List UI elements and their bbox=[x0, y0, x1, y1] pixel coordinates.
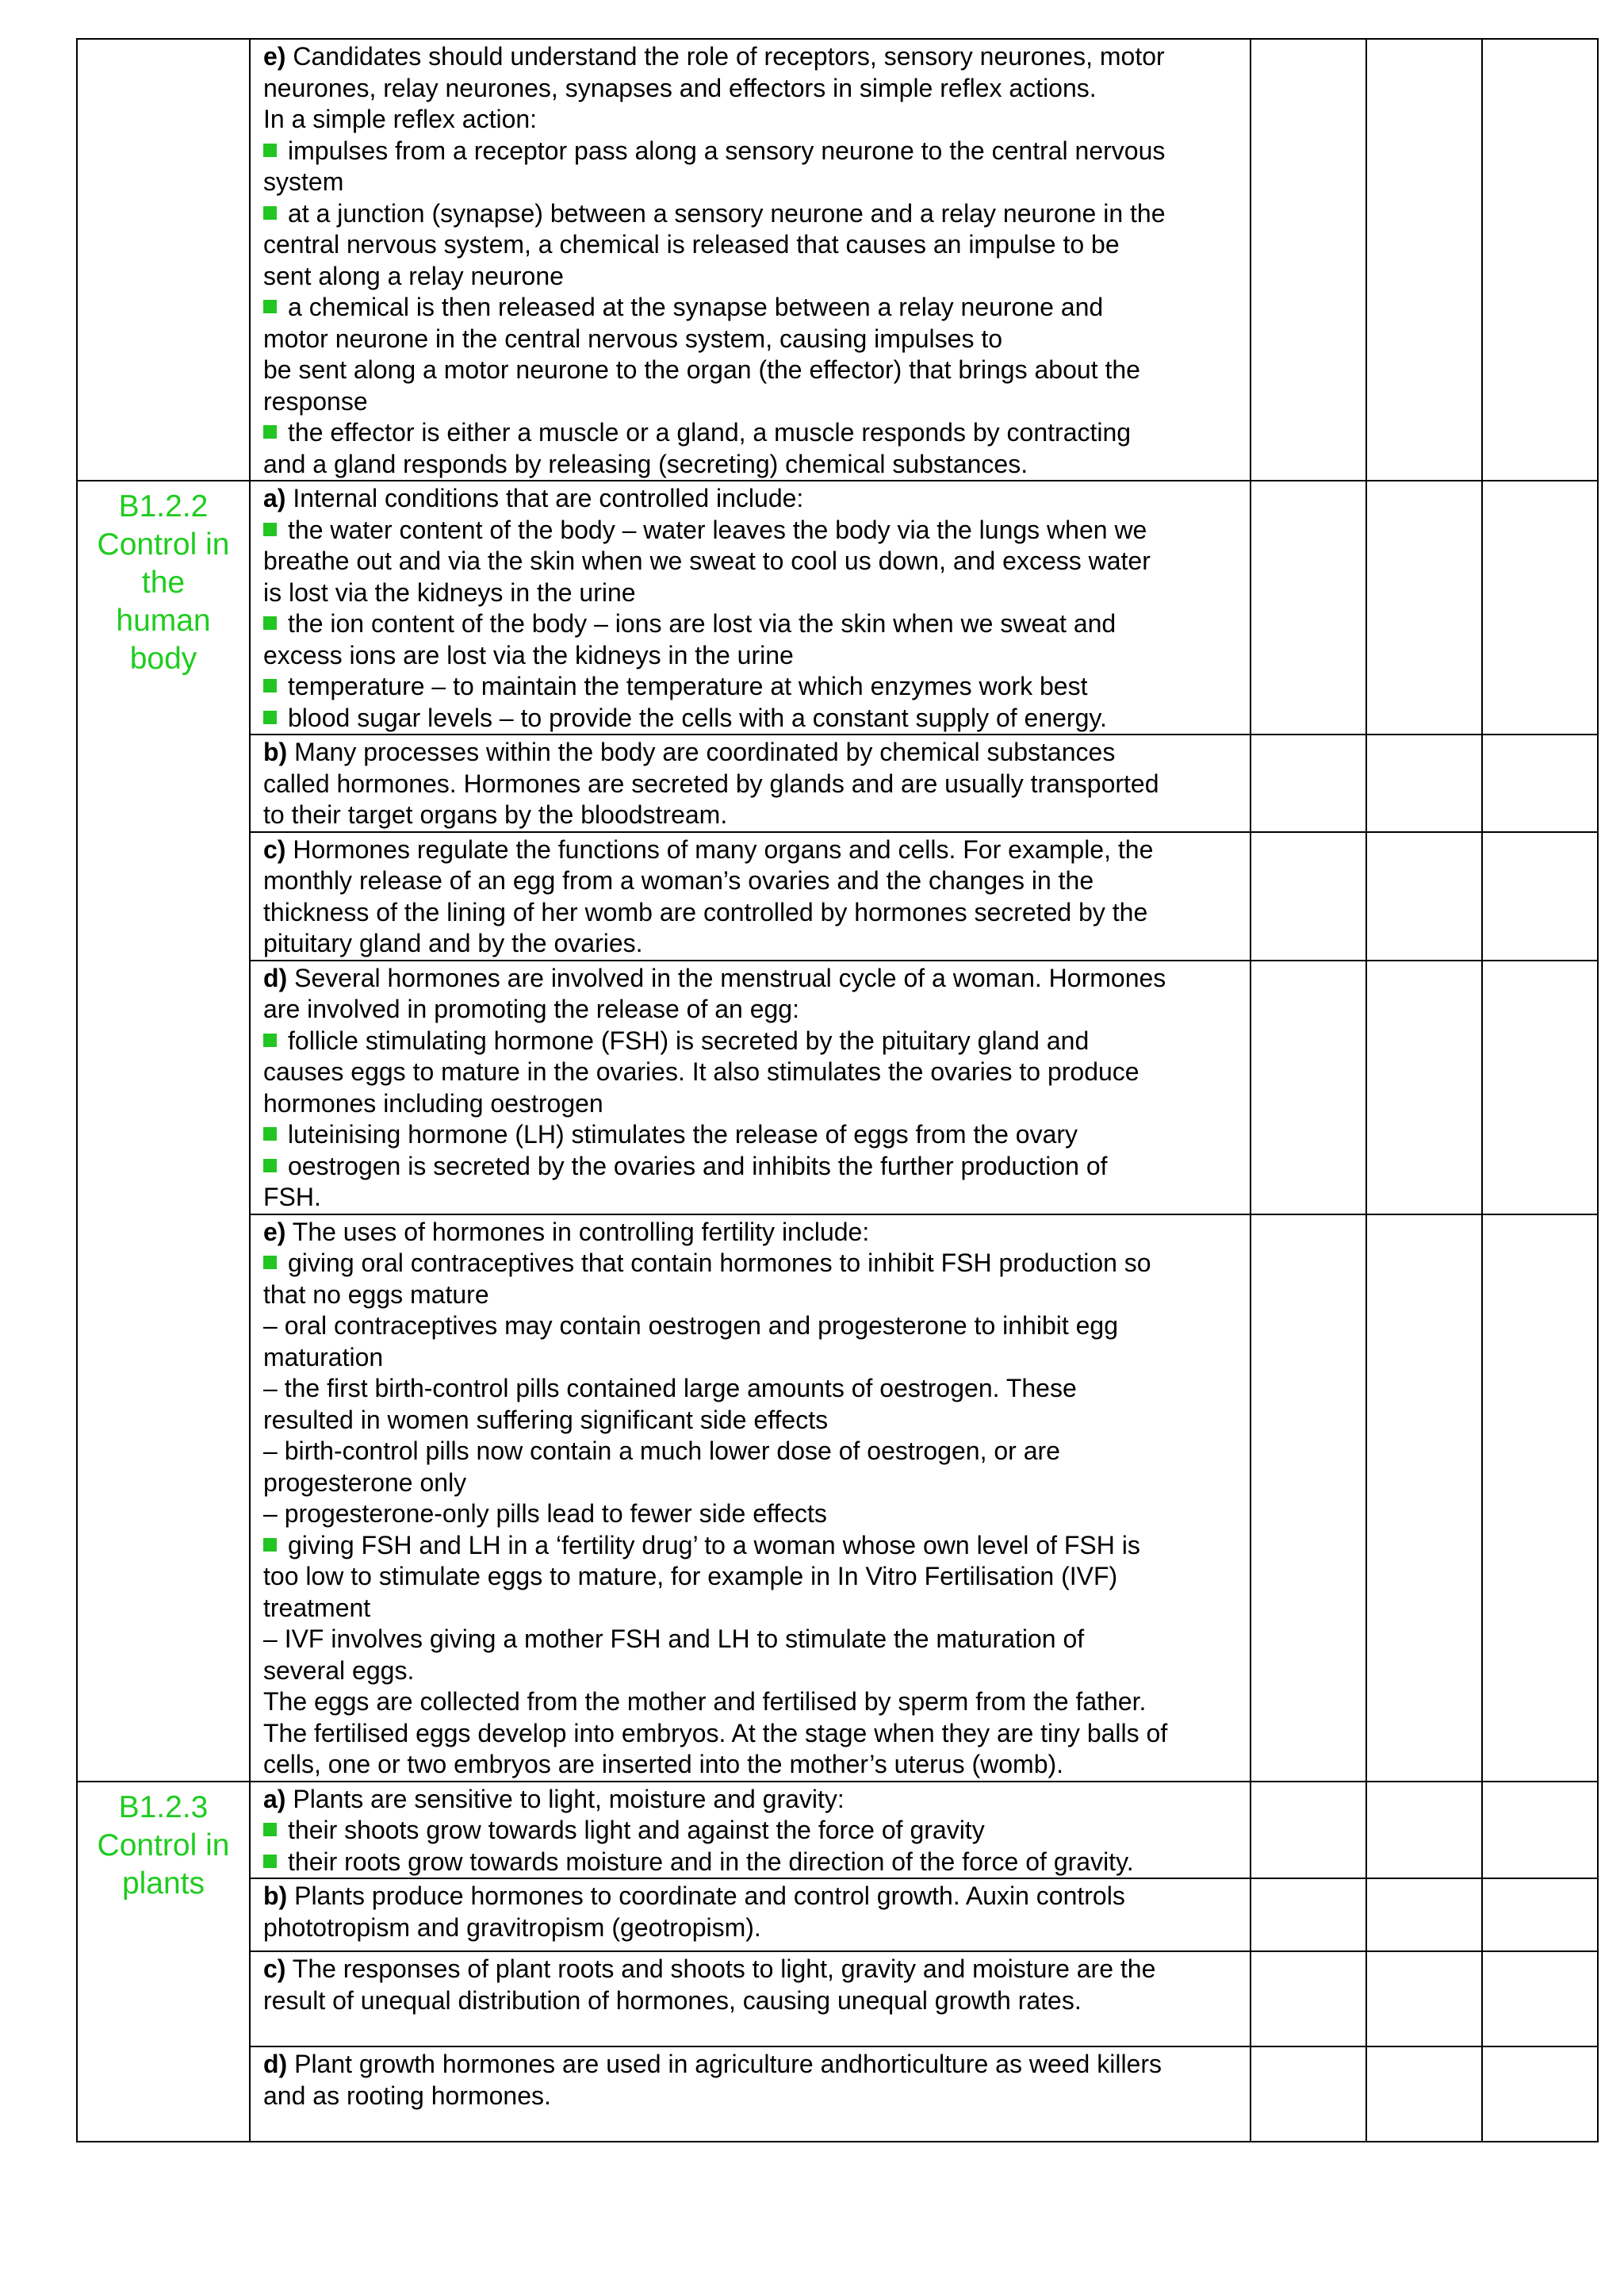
content-text: Plants are sensitive to light, moisture and gravity: bbox=[293, 1784, 845, 1813]
content-text: is lost via the kidneys in the urine bbox=[263, 577, 636, 607]
content-text: monthly release of an egg from a woman’s ovaries and the changes in the bbox=[263, 866, 1094, 895]
item-letter-label: b) bbox=[263, 738, 288, 766]
content-line bbox=[263, 834, 1240, 866]
table-row bbox=[77, 832, 1598, 961]
content-text: temperature – to maintain the temperature at which enzymes work best bbox=[288, 672, 1088, 700]
specification-content-cell bbox=[250, 1951, 1251, 2046]
progress-check-cell[interactable] bbox=[1251, 481, 1366, 735]
progress-check-cell[interactable] bbox=[1251, 1878, 1366, 1951]
content-text: their roots grow towards moisture and in the direction of the force of gravity. bbox=[288, 1847, 1134, 1876]
green-square-bullet-icon bbox=[263, 300, 277, 313]
progress-check-cell[interactable] bbox=[1482, 1878, 1598, 1951]
item-letter-label: a) bbox=[263, 1784, 286, 1813]
progress-check-cell[interactable] bbox=[1366, 832, 1482, 961]
green-square-bullet-icon bbox=[263, 1538, 277, 1552]
green-square-bullet-icon bbox=[263, 616, 277, 630]
content-line bbox=[263, 994, 1240, 1026]
progress-check-cell[interactable] bbox=[1251, 1951, 1366, 2046]
content-line bbox=[263, 1057, 1240, 1088]
content-line bbox=[263, 1182, 1240, 1214]
table-row bbox=[77, 481, 1598, 735]
content-line bbox=[263, 1881, 1240, 1912]
content-text: The eggs are collected from the mother and fertilised by sperm from the father. bbox=[263, 1687, 1147, 1716]
progress-check-cell[interactable] bbox=[1251, 1782, 1366, 1879]
content-line bbox=[263, 1373, 1240, 1405]
table-row bbox=[77, 735, 1598, 832]
content-text: several eggs. bbox=[263, 1655, 415, 1685]
content-line bbox=[263, 640, 1240, 672]
content-line bbox=[263, 386, 1240, 418]
content-text: maturation bbox=[263, 1342, 384, 1371]
content-line bbox=[263, 449, 1240, 481]
progress-check-cell[interactable] bbox=[1366, 735, 1482, 832]
content-text: the water content of the body – water leaves the body via the lungs when we bbox=[288, 515, 1147, 544]
item-letter-label: c) bbox=[263, 1954, 286, 1983]
progress-check-cell[interactable] bbox=[1366, 1782, 1482, 1879]
topic-heading-line: body bbox=[129, 642, 197, 676]
topic-heading-cell bbox=[77, 481, 250, 1782]
content-text: luteinising hormone (LH) stimulates the release of eggs from the ovary bbox=[288, 1120, 1078, 1149]
content-line bbox=[263, 608, 1240, 640]
topic-heading-cell bbox=[77, 1782, 250, 2142]
content-line bbox=[263, 865, 1240, 897]
item-letter-label: a) bbox=[263, 484, 286, 512]
progress-check-cell[interactable] bbox=[1366, 1878, 1482, 1951]
content-line bbox=[263, 1847, 1240, 1878]
content-text: Internal conditions that are controlled include: bbox=[293, 484, 804, 512]
table-row bbox=[77, 961, 1598, 1214]
content-text: and as rooting hormones. bbox=[263, 2081, 551, 2110]
progress-check-cell[interactable] bbox=[1482, 961, 1598, 1214]
specification-content-cell bbox=[250, 481, 1251, 735]
content-line bbox=[263, 417, 1240, 449]
content-text: cells, one or two embryos are inserted into the mother’s uterus (womb). bbox=[263, 1750, 1064, 1778]
progress-check-cell[interactable] bbox=[1366, 2046, 1482, 2142]
content-text: sent along a relay neurone bbox=[263, 261, 564, 290]
green-square-bullet-icon bbox=[263, 206, 277, 220]
content-text: are involved in promoting the release of an egg: bbox=[263, 995, 799, 1023]
content-text: result of unequal distribution of hormones, causing unequal growth rates. bbox=[263, 1985, 1082, 2015]
green-square-bullet-icon bbox=[263, 1823, 277, 1836]
content-text: The fertilised eggs develop into embryos. At the stage when they are tiny balls of bbox=[263, 1718, 1168, 1747]
content-text: their shoots grow towards light and against the force of gravity bbox=[288, 1816, 985, 1844]
content-text: too low to stimulate eggs to mature, for example in In Vitro Fertilisation (IVF) bbox=[263, 1562, 1118, 1590]
green-square-bullet-icon bbox=[263, 1855, 277, 1868]
specification-content-cell bbox=[250, 2046, 1251, 2142]
content-text: – IVF involves giving a mother FSH and LH to stimulate the maturation of bbox=[263, 1624, 1085, 1653]
item-letter-label: e) bbox=[263, 1217, 286, 1246]
table-row bbox=[77, 1214, 1598, 1782]
content-line bbox=[263, 2081, 1240, 2112]
content-text: breathe out and via the skin when we sweat to cool us down, and excess water bbox=[263, 547, 1151, 575]
content-text: – oral contraceptives may contain oestrogen and progesterone to inhibit egg bbox=[263, 1311, 1119, 1340]
content-text: resulted in women suffering significant side effects bbox=[263, 1405, 829, 1434]
content-line bbox=[263, 41, 1240, 73]
content-line bbox=[263, 1985, 1240, 2017]
content-line bbox=[263, 261, 1240, 293]
content-line bbox=[263, 769, 1240, 800]
content-text: – birth-control pills now contain a much lower dose of oestrogen, or are bbox=[263, 1437, 1060, 1465]
topic-heading-line: human bbox=[116, 604, 211, 638]
content-line bbox=[263, 1088, 1240, 1120]
specification-content-cell bbox=[250, 832, 1251, 961]
content-line bbox=[263, 1405, 1240, 1437]
content-line bbox=[263, 1718, 1240, 1750]
content-line bbox=[263, 167, 1240, 198]
content-line bbox=[263, 1217, 1240, 1249]
progress-check-cell[interactable] bbox=[1366, 481, 1482, 735]
green-square-bullet-icon bbox=[263, 1159, 277, 1172]
topic-heading-line: Control in bbox=[97, 1828, 230, 1862]
specification-content-cell bbox=[250, 1878, 1251, 1951]
content-text: called hormones. Hormones are secreted by glands and are usually transported bbox=[263, 769, 1159, 798]
specification-content-cell bbox=[250, 961, 1251, 1214]
content-text: the ion content of the body – ions are lost via the skin when we sweat and bbox=[288, 609, 1116, 638]
content-line bbox=[263, 1686, 1240, 1718]
content-text: response bbox=[263, 386, 368, 416]
content-line bbox=[263, 703, 1240, 735]
content-text: a chemical is then released at the synapse between a relay neurone and bbox=[288, 293, 1104, 321]
content-line bbox=[263, 324, 1240, 355]
content-line bbox=[263, 515, 1240, 547]
progress-check-cell[interactable] bbox=[1366, 961, 1482, 1214]
content-text: at a junction (synapse) between a sensory neurone and a relay neurone in the bbox=[288, 198, 1166, 228]
content-line bbox=[263, 1248, 1240, 1279]
content-line bbox=[263, 1655, 1240, 1687]
table-row bbox=[77, 1878, 1598, 1951]
progress-check-cell[interactable] bbox=[1482, 832, 1598, 961]
content-text: follicle stimulating hormone (FSH) is secreted by the pituitary gland and bbox=[288, 1026, 1090, 1055]
content-line bbox=[263, 2049, 1240, 2081]
topic-heading-line: Control in bbox=[97, 527, 230, 562]
content-text: Candidates should understand the role of receptors, sensory neurones, motor bbox=[293, 42, 1165, 71]
content-line bbox=[263, 1530, 1240, 1562]
content-text: Plant growth hormones are used in agriculture andhorticulture as weed killers bbox=[294, 2050, 1162, 2078]
specification-content-cell bbox=[250, 735, 1251, 832]
content-line bbox=[263, 1026, 1240, 1057]
progress-check-cell[interactable] bbox=[1251, 832, 1366, 961]
table-row bbox=[77, 2046, 1598, 2142]
item-letter-label: b) bbox=[263, 1881, 288, 1910]
content-line bbox=[263, 897, 1240, 929]
green-square-bullet-icon bbox=[263, 425, 277, 439]
progress-check-cell[interactable] bbox=[1251, 2046, 1366, 2142]
content-text: The uses of hormones in controlling fertility include: bbox=[292, 1217, 870, 1246]
specification-content-cell bbox=[250, 39, 1251, 481]
content-line bbox=[263, 546, 1240, 577]
progress-check-cell[interactable] bbox=[1482, 1214, 1598, 1782]
progress-check-cell[interactable] bbox=[1482, 39, 1598, 481]
content-line bbox=[263, 483, 1240, 515]
table-row bbox=[77, 1782, 1598, 1879]
green-square-bullet-icon bbox=[263, 523, 277, 536]
content-text: central nervous system, a chemical is released that causes an impulse to be bbox=[263, 230, 1120, 259]
topic-heading-line: the bbox=[141, 566, 186, 600]
content-text: and a gland responds by releasing (secreting) chemical substances. bbox=[263, 449, 1028, 478]
progress-check-cell[interactable] bbox=[1251, 735, 1366, 832]
progress-check-cell[interactable] bbox=[1251, 39, 1366, 481]
content-text: progesterone only bbox=[263, 1467, 467, 1497]
progress-check-cell[interactable] bbox=[1482, 481, 1598, 735]
content-text: that no eggs mature bbox=[263, 1279, 489, 1309]
content-line bbox=[263, 355, 1240, 386]
content-text: Many processes within the body are coordinated by chemical substances bbox=[294, 738, 1116, 766]
content-line bbox=[263, 963, 1240, 995]
progress-check-cell[interactable] bbox=[1251, 1214, 1366, 1782]
content-text: treatment bbox=[263, 1593, 371, 1622]
table-row bbox=[77, 1951, 1598, 2046]
progress-check-cell[interactable] bbox=[1366, 1951, 1482, 2046]
content-text: FSH. bbox=[263, 1183, 321, 1211]
content-text: motor neurone in the central nervous system, causing impulses to bbox=[263, 324, 1003, 353]
content-line bbox=[263, 1784, 1240, 1816]
content-text: The responses of plant roots and shoots to light, gravity and moisture are the bbox=[292, 1954, 1156, 1983]
content-text: In a simple reflex action: bbox=[263, 105, 538, 133]
content-text: neurones, relay neurones, synapses and effectors in simple reflex actions. bbox=[263, 73, 1097, 102]
green-square-bullet-icon bbox=[263, 1256, 277, 1269]
specification-content-cell bbox=[250, 1782, 1251, 1879]
content-line bbox=[263, 928, 1240, 960]
content-text: to their target organs by the bloodstream. bbox=[263, 800, 728, 829]
table-row bbox=[77, 39, 1598, 481]
content-line bbox=[263, 1151, 1240, 1183]
content-line bbox=[263, 136, 1240, 167]
topic-heading-line: B1.2.3 bbox=[118, 1789, 209, 1824]
content-text: pituitary gland and by the ovaries. bbox=[263, 929, 643, 957]
specification-table-body bbox=[77, 39, 1598, 2142]
content-line bbox=[263, 1498, 1240, 1530]
content-line bbox=[263, 1279, 1240, 1311]
content-text: – progesterone-only pills lead to fewer side effects bbox=[263, 1499, 827, 1528]
content-text: blood sugar levels – to provide the cells with a constant supply of energy. bbox=[288, 703, 1107, 732]
content-text: system bbox=[263, 167, 344, 196]
progress-check-cell[interactable] bbox=[1251, 961, 1366, 1214]
content-line bbox=[263, 1593, 1240, 1624]
content-line bbox=[263, 1561, 1240, 1593]
content-line bbox=[263, 229, 1240, 261]
content-text: giving FSH and LH in a ‘fertility drug’ to a woman whose own level of FSH is bbox=[288, 1530, 1140, 1559]
content-line bbox=[263, 292, 1240, 324]
content-text: be sent along a motor neurone to the organ (the effector) that brings about the bbox=[263, 355, 1140, 384]
specification-content-cell bbox=[250, 1214, 1251, 1782]
content-line bbox=[263, 1310, 1240, 1342]
topic-heading-line: B1.2.2 bbox=[118, 489, 209, 524]
content-text: impulses from a receptor pass along a sensory neurone to the central nervous bbox=[288, 136, 1166, 165]
content-text: excess ions are lost via the kidneys in the urine bbox=[263, 640, 794, 669]
content-text: – the first birth-control pills contained large amounts of oestrogen. These bbox=[263, 1374, 1077, 1402]
content-line bbox=[263, 1436, 1240, 1467]
content-line bbox=[263, 73, 1240, 105]
content-line bbox=[263, 671, 1240, 703]
content-line bbox=[263, 577, 1240, 609]
content-line bbox=[263, 800, 1240, 831]
item-letter-label: c) bbox=[263, 834, 286, 864]
content-text: oestrogen is secreted by the ovaries and inhibits the further production of bbox=[288, 1151, 1108, 1180]
content-text: Several hormones are involved in the menstrual cycle of a woman. Hormones bbox=[294, 963, 1166, 992]
progress-check-cell[interactable] bbox=[1482, 2046, 1598, 2142]
progress-check-cell[interactable] bbox=[1482, 1951, 1598, 2046]
item-letter-label: d) bbox=[263, 963, 288, 992]
item-letter-label: e) bbox=[263, 42, 286, 71]
content-line bbox=[263, 1624, 1240, 1655]
content-line bbox=[263, 1912, 1240, 1944]
content-text: hormones including oestrogen bbox=[263, 1088, 603, 1118]
item-letter-label: d) bbox=[263, 2050, 288, 2078]
progress-check-cell[interactable] bbox=[1482, 735, 1598, 832]
specification-table bbox=[76, 38, 1599, 2142]
content-text: giving oral contraceptives that contain hormones to inhibit FSH production so bbox=[288, 1249, 1151, 1277]
green-square-bullet-icon bbox=[263, 679, 277, 692]
topic-heading-line: plants bbox=[121, 1866, 205, 1901]
content-text: thickness of the lining of her womb are controlled by hormones secreted by the bbox=[263, 897, 1148, 926]
topic-heading-cell bbox=[77, 39, 250, 481]
content-line bbox=[263, 737, 1240, 769]
content-line bbox=[263, 1342, 1240, 1374]
green-square-bullet-icon bbox=[263, 1034, 277, 1047]
content-text: the effector is either a muscle or a gland, a muscle responds by contracting bbox=[288, 418, 1132, 447]
content-line bbox=[263, 1954, 1240, 1985]
content-line bbox=[263, 1467, 1240, 1499]
green-square-bullet-icon bbox=[263, 1127, 277, 1141]
content-line bbox=[263, 104, 1240, 136]
content-text: Plants produce hormones to coordinate and control growth. Auxin controls bbox=[294, 1881, 1125, 1910]
content-line bbox=[263, 1815, 1240, 1847]
progress-check-cell[interactable] bbox=[1366, 39, 1482, 481]
content-text: phototropism and gravitropism (geotropism). bbox=[263, 1912, 761, 1942]
content-line bbox=[263, 1749, 1240, 1781]
green-square-bullet-icon bbox=[263, 711, 277, 724]
progress-check-cell[interactable] bbox=[1482, 1782, 1598, 1879]
green-square-bullet-icon bbox=[263, 144, 277, 157]
content-line bbox=[263, 198, 1240, 230]
content-line bbox=[263, 1119, 1240, 1151]
progress-check-cell[interactable] bbox=[1366, 1214, 1482, 1782]
content-text: causes eggs to mature in the ovaries. It also stimulates the ovaries to produce bbox=[263, 1057, 1139, 1086]
content-text: Hormones regulate the functions of many organs and cells. For example, the bbox=[293, 834, 1154, 864]
